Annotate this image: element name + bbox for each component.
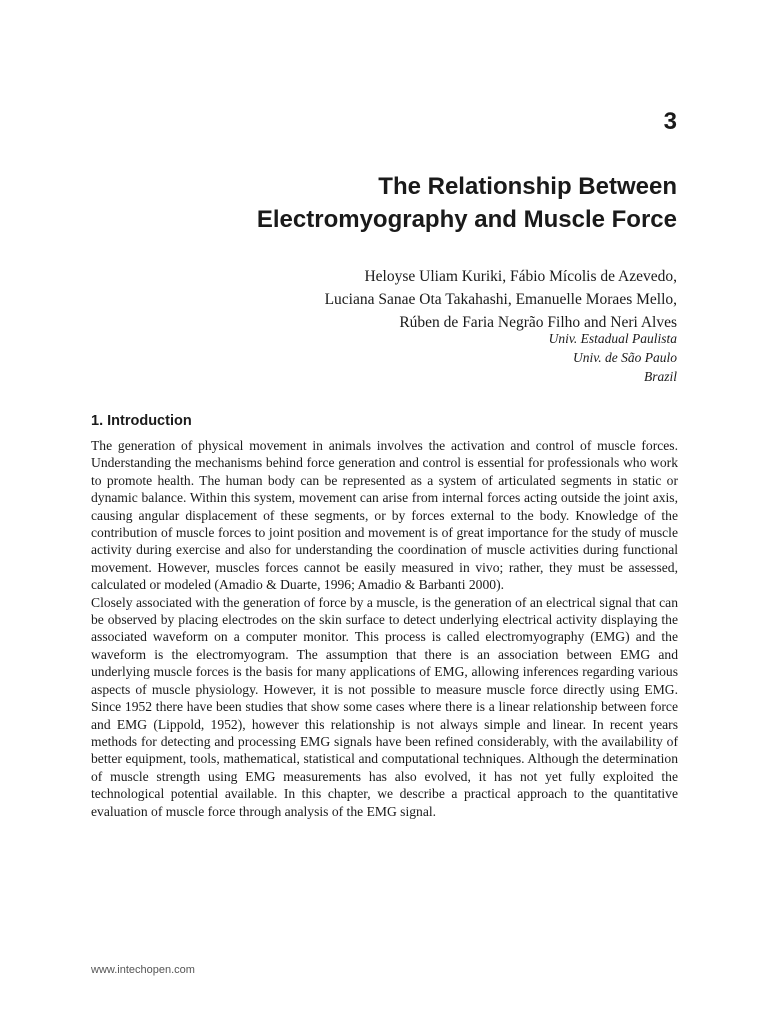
- footer-url: www.intechopen.com: [91, 964, 195, 976]
- section-body: [91, 437, 678, 820]
- affiliation-3: Brazil: [643, 369, 677, 384]
- chapter-number: 3: [663, 108, 677, 135]
- affiliation-1: Univ. Estadual Paulista: [548, 331, 677, 346]
- body-paragraph-2: Closely associated with the generation of force by a muscle, is the generation of an electrical signal that can be observed by placing electrodes on the skin surface to detect underlying electrical activity displaying the associated waveform on a computer monitor. This process is called electromyography (EMG) and the waveform is the electromyogram. The assumption that there is an association between EMG and underlying muscle forces is the basis for many applications of EMG, allowing inferences regarding various aspects of muscle physiology. However, it is not possible to measure muscle force directly using EMG. Since 1952 there have been studies that show some cases where there is a linear relationship between force and EMG (Lippold, 1952), however this relationship is not always simple and linear. In recent years methods for detecting and processing EMG signals have been refined considerably, with the availability of better equipment, tools, mathematical, statistical and computational techniques. Although the determination of muscle strength using EMG measurements has also evolved, it has not yet fully exploited the technological potential available. In this chapter, we describe a practical approach to the quantitative evaluation of muscle force through analysis of the EMG signal.: [91, 594, 678, 819]
- chapter-title-line-2: Electromyography and Muscle Force: [256, 206, 677, 233]
- section-heading: 1. Introduction: [91, 413, 192, 429]
- author-line-3: Rúben de Faria Negrão Filho and Neri Alves: [399, 314, 677, 331]
- author-list: [77, 265, 677, 334]
- chapter-title-line-1: The Relationship Between: [378, 173, 677, 200]
- author-line-2: Luciana Sanae Ota Takahashi, Emanuelle Moraes Mello,: [324, 291, 677, 308]
- chapter-title: [77, 170, 677, 236]
- author-line-1: Heloyse Uliam Kuriki, Fábio Mícolis de Azevedo,: [364, 268, 677, 285]
- body-paragraph-1: The generation of physical movement in animals involves the activation and control of muscle forces. Understanding the mechanisms behind force generation and control is essential for professionals who work to promote health. The human body can be represented as a system of articulated segments in static or dynamic balance. Within this system, movement can arise from internal forces acting outside the joint axis, causing angular displacement of these segments, or by forces external to the body. Knowledge of the contribution of muscle forces to joint position and movement is of great importance for the study of muscle activity during exercise and also for understanding the coordination of muscle activities during functional movement. However, muscles forces cannot be easily measured in vivo; rather, they must be assessed, calculated or modeled (Amadio & Duarte, 1996; Amadio & Barbanti 2000).: [91, 438, 678, 593]
- affiliation-list: [77, 329, 677, 386]
- affiliation-2: Univ. de São Paulo: [573, 350, 677, 365]
